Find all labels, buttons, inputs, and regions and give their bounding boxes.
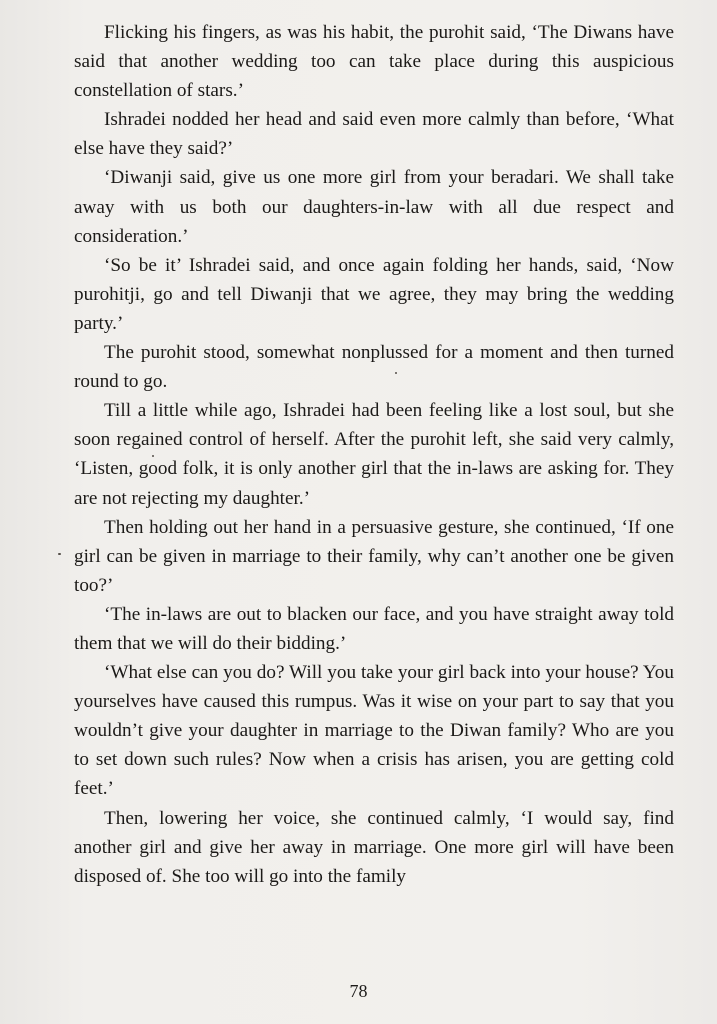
paragraph: The purohit stood, somewhat nonplussed for a moment and then turned round to go. [74,342,674,393]
paragraph: ‘What else can you do? Will you take your girl back into your house? You yourselves have caused this rumpus. Was it wise on your part to say that you wouldn’t give your daughter in marriage to the Diwan family? Who are you to set down such rules? Now when a crisis has arisen, you are getting cold feet.’ [74,662,674,800]
paragraph: ‘So be it’ Ishradei said, and once again folding her hands, said, ‘Now purohitji, go and tell Diwanji that we agree, they may bring the wedding party.’ [74,254,674,334]
paragraph: ‘Diwanji said, give us one more girl from your beradari. We shall take away with us both our daughters-in-law with all due respect and consideration.’ [74,167,674,247]
paragraph: Then, lowering her voice, she continued calmly, ‘I would say, find another girl and give her away in marriage. One more girl will have been disposed of. She too will go into the family [74,807,674,887]
paragraph: Till a little while ago, Ishradei had been feeling like a lost soul, but she soon regained control of herself. After the purohit left, she said very calmly, ‘Listen, good folk, it is only another girl that the in-laws are asking for. They are not rejecting my daughter.’ [74,400,674,509]
page-number: 78 [349,981,368,1001]
paragraph: Flicking his fingers, as was his habit, the purohit said, ‘The Diwans have said that another wedding too can take place during this auspicious constellation of stars.’ [74,22,674,102]
paragraph: ‘The in-laws are out to blacken our face, and you have straight away told them that we will do their bidding.’ [74,603,674,654]
ink-speck [58,553,61,555]
paragraph: Then holding out her hand in a persuasive gesture, she continued, ‘If one girl can be given in marriage to their family, why can’t another one be given too?’ [74,516,674,596]
paragraph: Ishradei nodded her head and said even more calmly than before, ‘What else have they said?’ [74,109,674,160]
body-text [74,18,674,891]
